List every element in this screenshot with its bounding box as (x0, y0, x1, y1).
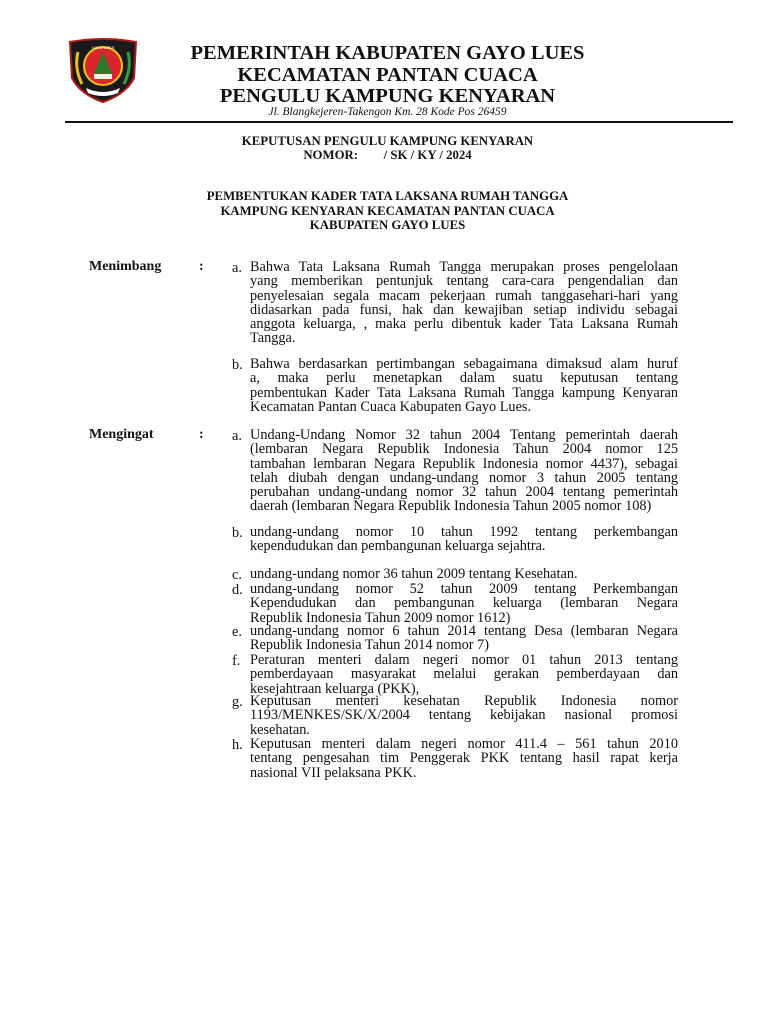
item-text-line: Republik Indonesia Tahun 2014 nomor 7) (250, 637, 489, 654)
item-text-line: pembentukan Kader Tata Laksana Rumah Tangga kampung Kenyaran (250, 384, 678, 401)
item-text-line: Kecamatan Pantan Cuaca Kabupaten Gayo Lues. (250, 398, 532, 415)
menimbang-colon: : (199, 259, 204, 274)
subject-line-2: KAMPUNG KENYARAN KECAMATAN PANTAN CUACA (220, 204, 555, 218)
mengingat-colon: : (199, 427, 204, 442)
item-text-line: kesejahtraan keluarga (PKK), (250, 680, 420, 697)
item-letter: c. (232, 567, 242, 583)
item-text-line: Tangga. (250, 330, 296, 347)
item-text-line: Kependudukan dan pembangunan keluarga (lembaran Negara (250, 595, 678, 612)
item-text-line: undang-undang nomor 10 tahun 1992 tentang perkembangan (250, 524, 678, 540)
item-letter: f. (232, 653, 241, 669)
mengingat-item (232, 624, 678, 653)
menimbang-item (232, 260, 678, 346)
item-text-line: daerah (lembaran Negara Republik Indonesia Tahun 2005 nomor 108) (250, 498, 652, 515)
item-letter: d. (232, 582, 243, 598)
item-text-line: nasional VII pelaksana PKK. (250, 764, 417, 781)
subject-line-3: KABUPATEN GAYO LUES (309, 218, 466, 232)
mengingat-item (232, 653, 678, 696)
item-letter: a. (232, 260, 242, 276)
item-text-line: telah diubah dengan undang-undang nomor 3 tahun 2005 tentang (250, 469, 678, 486)
item-text-line: penyelesaian segala macam pekerjaan rumah tanggasehari-hari yang (250, 287, 678, 304)
item-letter: e. (232, 624, 242, 640)
item-text-line: Republik Indonesia Tahun 2009 nomor 1612) (250, 609, 511, 626)
mengingat-item (232, 428, 678, 514)
item-text-line: yang memberikan pentunjuk tentang cara-cara pengendalian dan (250, 273, 678, 290)
mengingat-item (232, 582, 678, 625)
item-text-line: anggota keluarga, , maka perlu dibentuk kader Tata Laksana Rumah (250, 316, 678, 333)
item-letter: g. (232, 694, 243, 710)
mengingat-item (232, 737, 678, 780)
item-text-line: undang-undang nomor 36 tahun 2009 tentang Kesehatan. (250, 566, 578, 582)
decree-title: KEPUTUSAN PENGULU KAMPUNG KENYARAN (241, 134, 534, 148)
item-letter: a. (232, 428, 242, 444)
item-text-line: kependudukan dan pembangunan keluarga sejahtra. (250, 538, 546, 555)
header-divider (65, 121, 733, 123)
header-district: KECAMATAN PANTAN CUACA (237, 64, 538, 86)
item-text-line: 1193/MENKES/SK/X/2004 tentang kebijakan nasional promosi (250, 707, 678, 724)
item-text-line: Bahwa berdasarkan pertimbangan sebagaimana dimaksud alam huruf (250, 356, 678, 372)
menimbang-item (232, 357, 678, 414)
item-text-line: Peraturan menteri dalam negeri nomor 01 tahun 2013 tentang (250, 652, 678, 668)
header-government: PEMERINTAH KABUPATEN GAYO LUES (190, 42, 585, 64)
item-letter: b. (232, 525, 243, 541)
item-text-line: Undang-Undang Nomor 32 tahun 2004 Tentang pemerintah daerah (250, 427, 678, 443)
decree-number: NOMOR: / SK / KY / 2024 (303, 148, 472, 162)
menimbang-label: Menimbang (89, 259, 162, 274)
item-text-line: (lembaran Negara Republik Indonesia Tahun 2004 nomor 125 (250, 441, 678, 458)
mengingat-item (232, 694, 678, 737)
mengingat-label: Mengingat (89, 427, 154, 442)
svg-text:GAYO LUES: GAYO LUES (91, 45, 115, 50)
item-text-line: kesehatan. (250, 721, 310, 738)
header-village-head: PENGULU KAMPUNG KENYARAN (219, 85, 556, 107)
item-text-line: perubahan undang-undang nomor 32 tahun 2004 tentang pemerintah (250, 484, 678, 501)
item-text-line: didasarkan pada funsi, hak dan kewajiban setiap individu sebagai (250, 301, 678, 318)
item-text-line: tentang pengesahan tim Penggerak PKK tentang hasil rapat kerja (250, 750, 678, 767)
item-text-line: undang-undang nomor 52 tahun 2009 tentang Perkembangan (250, 581, 678, 597)
item-text-line: pemberdayaan masyarakat melalui gerakan pemberdayaan dan (250, 666, 678, 683)
item-letter: b. (232, 357, 243, 373)
mengingat-item (232, 567, 678, 581)
header-address: Jl. Blangkejeren-Takengon Km. 28 Kode Pos 26459 (268, 106, 507, 118)
item-text-line: tambahan lembaran Negara Republik Indonesia nomor 4437), sebagai (250, 455, 678, 472)
item-letter: h. (232, 737, 243, 753)
item-text-line: Bahwa Tata Laksana Rumah Tangga merupakan proses pengelolaan (250, 259, 678, 275)
item-text-line: Keputusan menteri dalam negeri nomor 411.4 – 561 tahun 2010 (250, 736, 678, 752)
mengingat-item (232, 525, 678, 554)
item-text-line: Keputusan menteri kesehatan Republik Indonesia nomor (250, 693, 678, 709)
item-text-line: undang-undang nomor 6 tahun 2014 tentang Desa (lembaran Negara (250, 623, 678, 639)
subject-line-1: PEMBENTUKAN KADER TATA LAKSANA RUMAH TANGGA (206, 189, 569, 203)
item-text-line: a, maka perlu menetapkan dalam suatu keputusan tentang (250, 370, 678, 387)
